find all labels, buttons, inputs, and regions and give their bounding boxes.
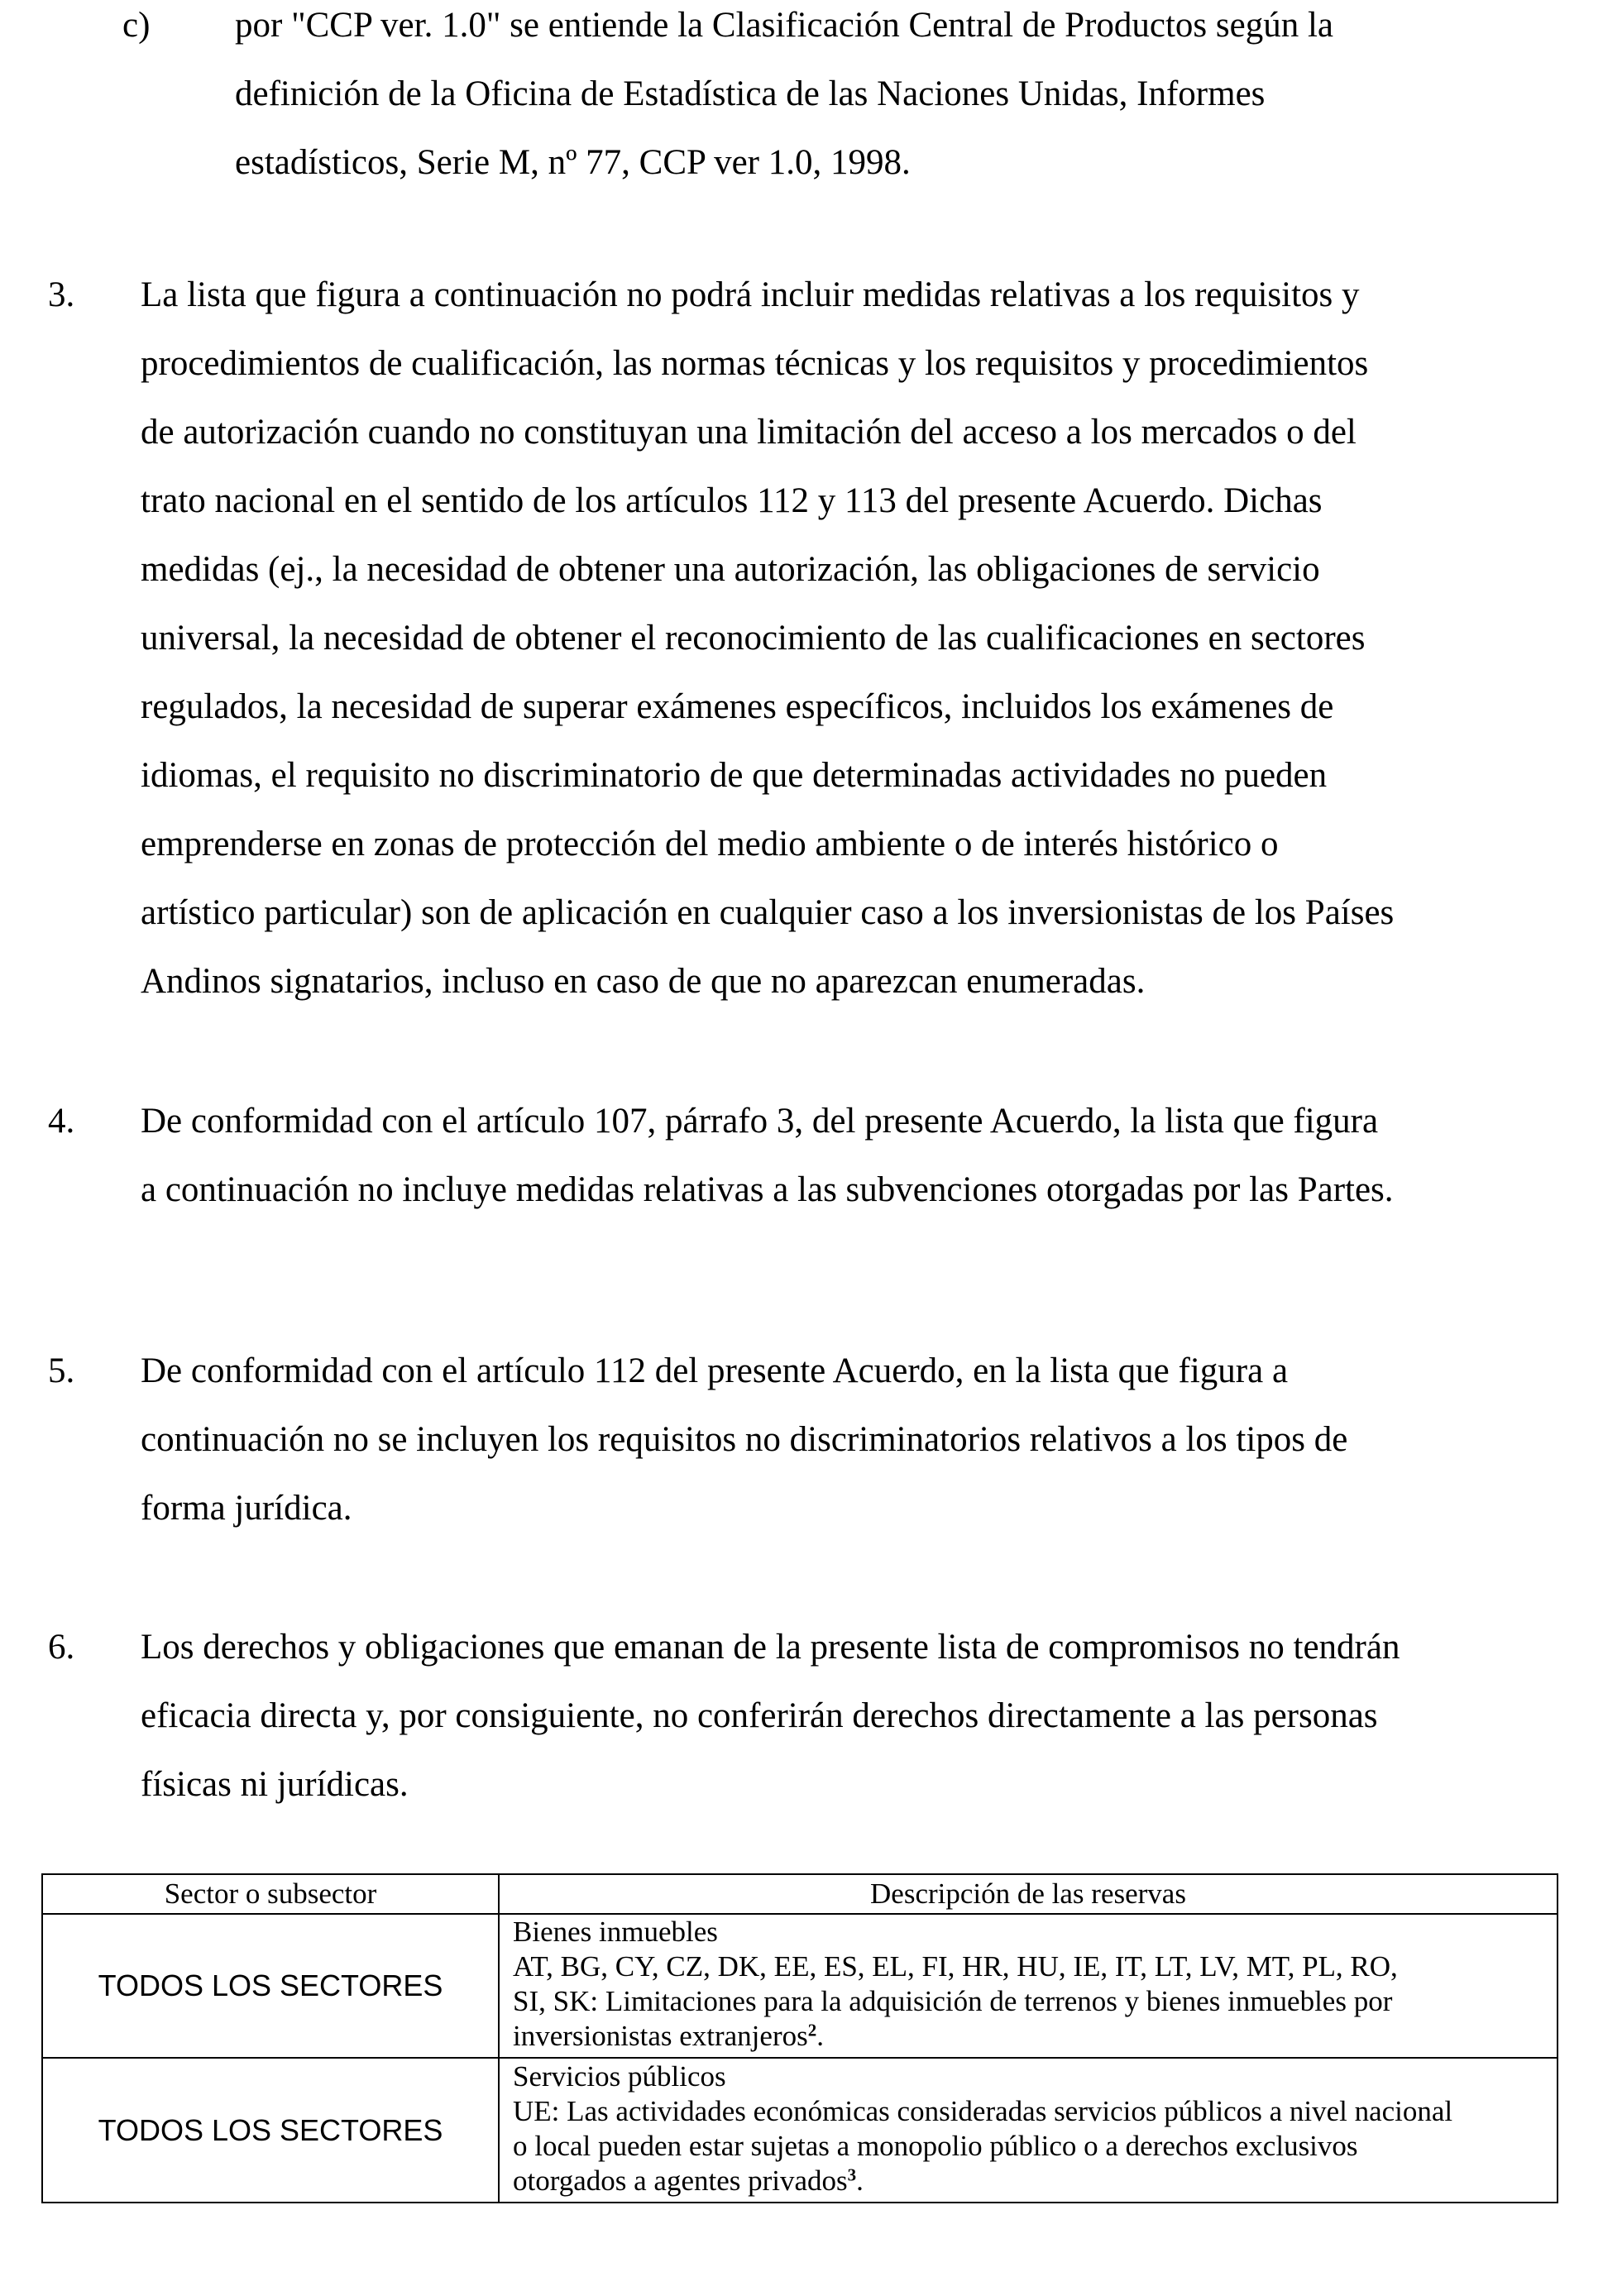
description-cell [499, 2058, 1558, 2203]
description-line [513, 2019, 1543, 2054]
text-line: idiomas, el requisito no discriminatorio de que determinadas actividades no pueden [141, 756, 1328, 795]
text-line: regulados, la necesidad de superar exámenes específicos, incluidos los exámenes de [141, 687, 1334, 726]
footnote-marker: 2 [807, 2020, 817, 2040]
sentence-end: . [816, 2020, 824, 2052]
sentence-end: . [856, 2164, 864, 2197]
description-line: UE: Las actividades económicas consideradas servicios públicos a nivel nacional [513, 2094, 1453, 2127]
text-line: por "CCP ver. 1.0" se entiende la Clasificación Central de Productos según la [235, 6, 1334, 45]
paragraph-text [235, 0, 1333, 197]
header-description: Descripción de las reservas [499, 1874, 1558, 1914]
text-line: La lista que figura a continuación no podrá incluir medidas relativas a los requisitos y [141, 275, 1360, 314]
text-line: medidas (ej., la necesidad de obtener una autorización, las obligaciones de servicio [141, 550, 1320, 589]
text-line: procedimientos de cualificación, las normas técnicas y los requisitos y procedimientos [141, 344, 1369, 383]
description-line: SI, SK: Limitaciones para la adquisición de terrenos y bienes inmuebles por [513, 1985, 1393, 2017]
text-line: De conformidad con el artículo 112 del presente Acuerdo, en la lista que figura a [141, 1351, 1289, 1390]
paragraph-number: 5. [48, 1351, 75, 1390]
text-line: continuación no se incluyen los requisitos no discriminatorios relativos a los tipos de [141, 1420, 1348, 1459]
table-header-row [42, 1874, 1558, 1914]
paragraph-text [141, 1087, 1394, 1224]
footnote-marker: 3 [847, 2164, 857, 2184]
description-text: inversionistas extranjeros [513, 2020, 808, 2052]
description-heading: Bienes inmuebles [513, 1916, 718, 1948]
text-line: De conformidad con el artículo 107, párrafo 3, del presente Acuerdo, la lista que figura [141, 1102, 1379, 1141]
text-line: universal, la necesidad de obtener el reconocimiento de las cualificaciones en sectores [141, 619, 1366, 658]
text-line: estadísticos, Serie M, nº 77, CCP ver 1.0, 1998. [235, 143, 911, 182]
paragraph-number: 3. [48, 275, 75, 314]
text-line: trato nacional en el sentido de los artículos 112 y 113 del presente Acuerdo. Dichas [141, 481, 1323, 520]
description-heading: Servicios públicos [513, 2059, 726, 2093]
paragraph-text [141, 1613, 1400, 1819]
description-line: o local pueden estar sujetas a monopolio público o a derechos exclusivos [513, 2129, 1358, 2162]
text-line: forma jurídica. [141, 1489, 352, 1528]
text-line: definición de la Oficina de Estadística de las Naciones Unidas, Informes [235, 74, 1266, 113]
sector-cell: TODOS LOS SECTORES [42, 2058, 499, 2203]
text-line: eficacia directa y, por consiguiente, no conferirán derechos directamente a las personas [141, 1696, 1378, 1735]
table-row [42, 2058, 1558, 2203]
sector-cell: TODOS LOS SECTORES [42, 1914, 499, 2058]
header-sector: Sector o subsector [42, 1874, 499, 1914]
reservations-table [41, 1873, 1558, 2203]
description-line: AT, BG, CY, CZ, DK, EE, ES, EL, FI, HR, HU, IE, IT, LT, LV, MT, PL, RO, [513, 1950, 1398, 1983]
text-line: Andinos signatarios, incluso en caso de que no aparezcan enumeradas. [141, 962, 1146, 1001]
text-line: físicas ni jurídicas. [141, 1765, 409, 1804]
text-line: a continuación no incluye medidas relativas a las subvenciones otorgadas por las Partes. [141, 1170, 1394, 1209]
text-line: emprenderse en zonas de protección del medio ambiente o de interés histórico o [141, 825, 1279, 863]
paragraph-number: 6. [48, 1628, 75, 1667]
text-line: de autorización cuando no constituyan una limitación del acceso a los mercados o del [141, 413, 1357, 452]
description-cell [499, 1914, 1558, 2058]
paragraph-number: 4. [48, 1102, 75, 1141]
paragraph-text [141, 261, 1394, 1016]
description-text: otorgados a agentes privados [513, 2164, 848, 2197]
description-line [513, 2164, 1543, 2198]
table-row [42, 1914, 1558, 2058]
paragraph-text [141, 1337, 1347, 1543]
text-line: artístico particular) son de aplicación en cualquier caso a los inversionistas de los Países [141, 893, 1395, 932]
text-line: Los derechos y obligaciones que emanan de la presente lista de compromisos no tendrán [141, 1628, 1400, 1667]
paragraph-number: c) [122, 6, 151, 45]
